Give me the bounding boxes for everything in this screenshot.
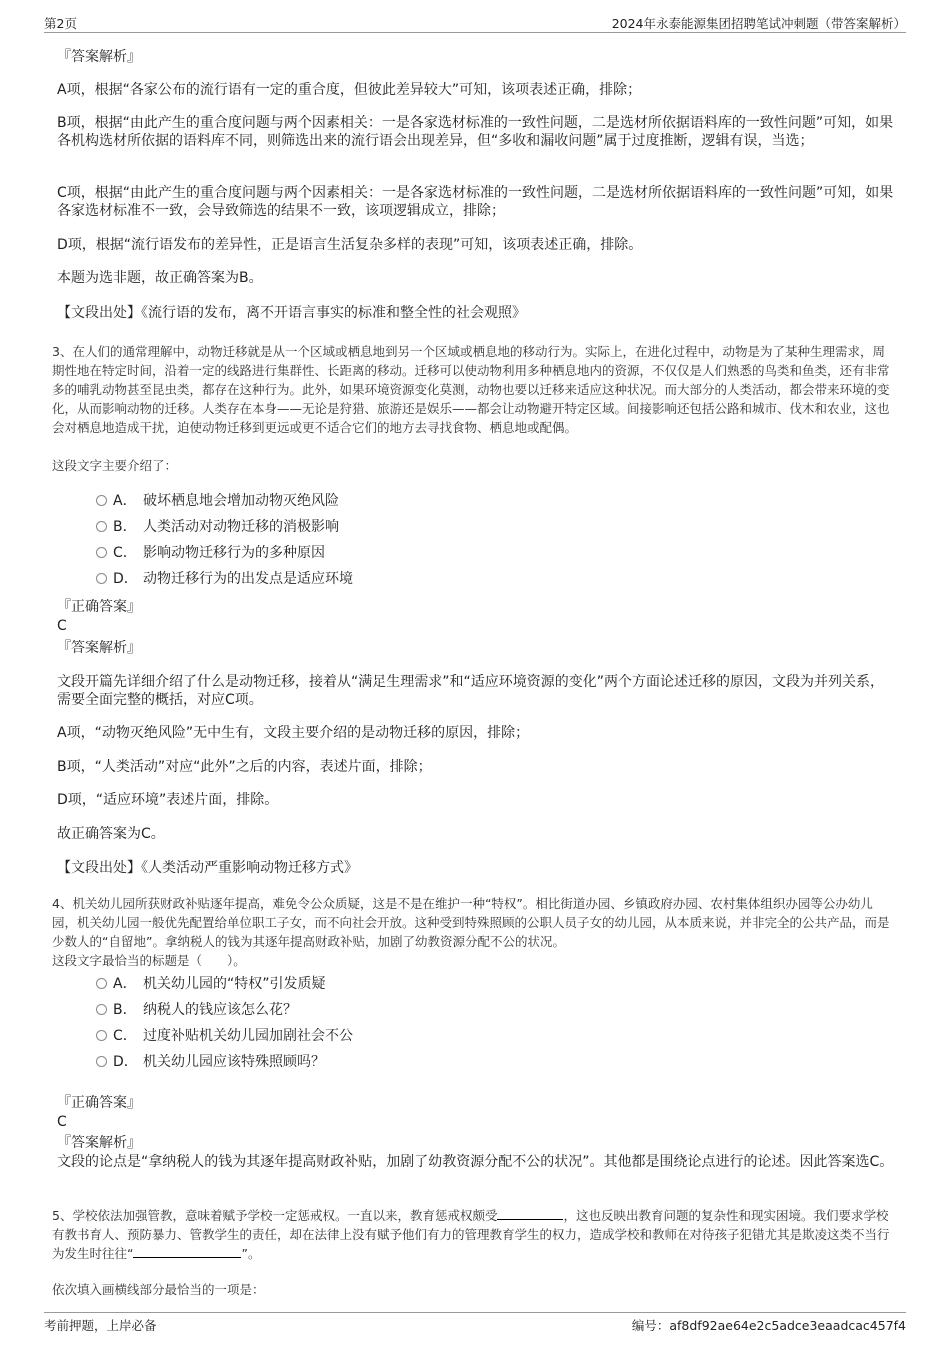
q3-answer: C (57, 618, 67, 634)
q5-text-part3: ”。 (241, 1246, 261, 1261)
radio-icon[interactable] (96, 1056, 107, 1067)
option-text: 动物迁移行为的出发点是适应环境 (143, 571, 353, 587)
q2-analysis-a: A项，根据“各家公布的流行语有一定的重合度，但彼此差异较大”可知，该项表述正确，排除； (57, 82, 642, 98)
q3-conclusion: 故正确答案为C。 (57, 826, 165, 842)
q4-answer-label: 『正确答案』 (57, 1095, 141, 1111)
radio-icon[interactable] (96, 495, 107, 506)
q2-analysis-label: 『答案解析』 (57, 49, 141, 65)
option-letter: A． (113, 493, 137, 509)
page-number: 第2页 (44, 16, 77, 31)
q4-analysis-label: 『答案解析』 (57, 1135, 141, 1151)
q3-analysis-label: 『答案解析』 (57, 640, 141, 656)
radio-icon[interactable] (96, 547, 107, 558)
q5-prompt: 依次填入画横线部分最恰当的一项是： (52, 1282, 265, 1297)
radio-icon[interactable] (96, 978, 107, 989)
q2-analysis-d: D项，根据“流行语发布的差异性，正是语言生活复杂多样的表现”可知，该项表述正确，排除。 (57, 237, 643, 253)
q3-analysis-d: D项，“适应环境”表述片面，排除。 (57, 792, 279, 808)
q3-option-a[interactable] (96, 492, 339, 510)
option-text: 纳税人的钱应该怎么花？ (143, 1002, 297, 1018)
q4-prompt: 这段文字最恰当的标题是（ ）。 (52, 953, 246, 968)
option-letter: C． (113, 545, 137, 561)
footer-code (632, 1316, 906, 1334)
option-text: 人类活动对动物迁移的消极影响 (143, 519, 339, 535)
q3-option-d[interactable] (96, 570, 353, 588)
page-footer (44, 1312, 906, 1339)
q3-source: 【文段出处】《人类活动严重影响动物迁移方式》 (57, 860, 358, 876)
q2-source: 【文段出处】《流行语的发布，离不开语言事实的标准和整全性的社会观照》 (57, 305, 526, 321)
option-letter: B． (113, 1002, 137, 1018)
footer-code-value: af8df92ae64e2c5adce3eaadcac457f4 (669, 1318, 906, 1333)
q3-option-c[interactable] (96, 544, 325, 562)
footer-slogan: 考前押题，上岸必备 (44, 1318, 157, 1333)
option-letter: A． (113, 976, 137, 992)
q3-analysis-b: B项，“人类活动”对应“此外”之后的内容，表述片面，排除； (57, 759, 432, 775)
q5-text-part2: ，这也反映出教育问题的复杂性和现实困境。我们要求学校有教书育人、预防暴力、管教学生的责任，却在法律上没有赋予他们有力的管理教育学生的权力，造成学校和教师在对待孩子犯错尤其是欺凌这类不当行为发生时往往“ (52, 1208, 890, 1261)
q2-conclusion: 本题为选非题，故正确答案为B。 (57, 270, 263, 286)
option-letter: B． (113, 519, 137, 535)
radio-icon[interactable] (96, 1004, 107, 1015)
option-letter: C． (113, 1028, 137, 1044)
radio-icon[interactable] (96, 573, 107, 584)
option-text: 机关幼儿园应该特殊照顾吗？ (143, 1054, 325, 1070)
q3-analysis-a: A项，“动物灭绝风险”无中生有，文段主要介绍的是动物迁移的原因，排除； (57, 725, 530, 741)
page-header (44, 12, 906, 33)
q3-passage: 3、在人们的通常理解中，动物迁移就是从一个区域或栖息地到另一个区域或栖息地的移动行为。实际上，在进化过程中，动物是为了某种生理需求，周期性地在特定时间，沿着一定的线路进行集群性、长距离的移动。迁移可以使动物利用多种栖息地内的资源，不仅仅是人们熟悉的鸟类和鱼类，还有非常多的哺乳动物甚至昆虫类，都存在这种行为。此外，如果环境资源变化莫测，动物也要以迁移来适应这种状况。而大部分的人类活动，都会带来环境的变化，从而影响动物的迁移。人类存在本身——无论是狩猎、旅游还是娱乐——都会让动物避开特定区域。间接影响还包括公路和城市、伐木和农业，这也会对栖息地造成干扰，迫使动物迁移到更远或更不适合它们的地方去寻找食物、栖息地或配偶。 (52, 344, 890, 435)
option-letter: D． (113, 1054, 138, 1070)
q3-analysis: 文段开篇先详细介绍了什么是动物迁移，接着从“满足生理需求”和“适应环境资源的变化”两个方面论述迁移的原因，文段为并列关系，需要全面完整的概括，对应C项。 (57, 674, 885, 708)
fill-blank-2[interactable] (133, 1245, 241, 1258)
q4-passage: 4、机关幼儿园所获财政补贴逐年提高，难免令公众质疑，这是不是在维护一种“特权”。相比街道办园、乡镇政府办园、农村集体组织办园等公办幼儿园，机关幼儿园一般优先配置给单位职工子女，而不向社会开放。这种受到特殊照顾的公职人员子女的幼儿园，从本质来说，并非完全的公共产品，而是少数人的“自留地”。拿纳税人的钱为其逐年提高财政补贴，加剧了幼教资源分配不公的状况。 (52, 896, 890, 949)
option-text: 破坏栖息地会增加动物灭绝风险 (143, 493, 339, 509)
q4-option-a[interactable] (96, 975, 326, 993)
radio-icon[interactable] (96, 1030, 107, 1041)
q4-option-c[interactable] (96, 1027, 353, 1045)
q4-option-d[interactable] (96, 1053, 325, 1071)
footer-code-label: 编号： (631, 1318, 670, 1333)
q2-analysis-c: C项，根据“由此产生的重合度问题与两个因素相关：一是各家选材标准的一致性问题，二是选材所依据语料库的一致性问题”可知，如果各家选材标准不一致，会导致筛选的结果不一致，该项逻辑成立，排除； (57, 185, 894, 219)
q3-option-b[interactable] (96, 518, 339, 536)
option-text: 过度补贴机关幼儿园加剧社会不公 (143, 1028, 353, 1044)
document-title: 2024年永泰能源集团招聘笔试冲刺题（带答案解析） (611, 16, 906, 31)
q4-analysis: 文段的论点是“拿纳税人的钱为其逐年提高财政补贴，加剧了幼教资源分配不公的状况”。其他都是围绕论点进行的论述。因此答案选C。 (57, 1154, 894, 1170)
q3-answer-label: 『正确答案』 (57, 599, 141, 615)
q5-text-part1: 5、学校依法加强管教，意味着赋予学校一定惩戒权。一直以来，教育惩戒权颇受 (52, 1208, 498, 1223)
radio-icon[interactable] (96, 521, 107, 532)
q5-passage (52, 1206, 897, 1263)
q3-prompt: 这段文字主要介绍了： (52, 458, 178, 473)
q4-option-b[interactable] (96, 1001, 297, 1019)
q2-analysis-b: B项，根据“由此产生的重合度问题与两个因素相关：一是各家选材标准的一致性问题，二是选材所依据语料库的一致性问题”可知，如果各机构选材所依据的语料库不同，则筛选出来的流行语会出现差异，但“多收和漏收问题”属于过度推断，逻辑有误，当选； (57, 115, 894, 149)
fill-blank-1[interactable] (497, 1207, 563, 1220)
option-text: 机关幼儿园的“特权”引发质疑 (143, 976, 326, 992)
q4-answer: C (57, 1114, 67, 1130)
option-letter: D． (113, 571, 138, 587)
option-text: 影响动物迁移行为的多种原因 (143, 545, 325, 561)
